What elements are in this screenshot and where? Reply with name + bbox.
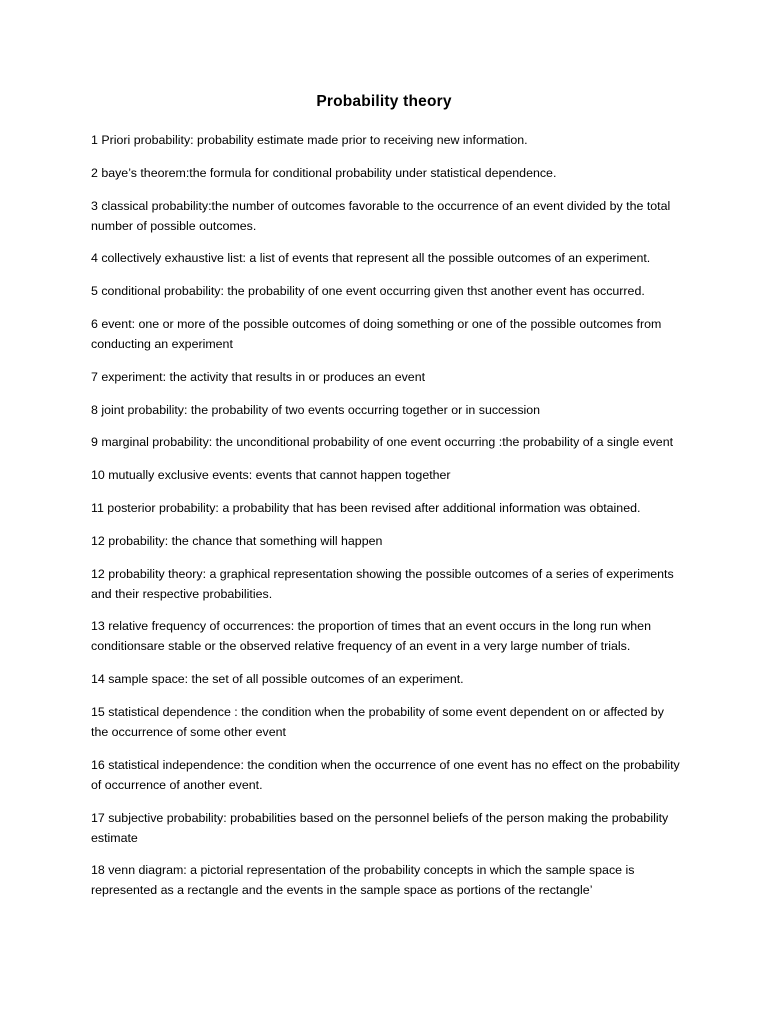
list-item: 18 venn diagram: a pictorial representation of the probability concepts in which the sample space is represented as a rectangle and the events in the sample space as portions of the rectangle’ [91, 863, 635, 898]
list-item: 12 probability: the chance that something will happen [91, 533, 383, 548]
list-item: 10 mutually exclusive events: events that cannot happen together [91, 468, 451, 483]
list-item: 1 Priori probability: probability estimate made prior to receiving new information. [91, 133, 528, 147]
list-item: 4 collectively exhaustive list: a list of events that represent all the possible outcomes of an experiment. [91, 251, 651, 266]
list-item: 17 subjective probability: probabilities based on the personnel beliefs of the person making the probability estimate [91, 810, 669, 845]
list-item: 3 classical probability:the number of outcomes favorable to the occurrence of an event divided by the total number of possible outcomes. [91, 198, 671, 233]
list-item: 6 event: one or more of the possible outcomes of doing something or one of the possible outcomes from conducting an experiment [91, 316, 662, 351]
list-item: 5 conditional probability: the probability of one event occurring given thst another event has occurred. [91, 284, 645, 299]
list-item: 8 joint probability: the probability of two events occurring together or in succession [91, 402, 541, 417]
list-item: 12 probability theory: a graphical representation showing the possible outcomes of a series of experiments and their respective probabilities. [91, 566, 674, 601]
list-item: 11 posterior probability: a probability that has been revised after additional information was obtained. [91, 500, 641, 515]
page-title: Probability theory [316, 93, 452, 110]
list-item: 15 statistical dependence : the condition when the probability of some event dependent on or affected by the occurrence of some other event [91, 704, 664, 739]
definition-list [91, 130, 681, 913]
list-item: 9 marginal probability: the unconditional probability of one event occurring :the probability of a single event [91, 435, 674, 450]
list-item: 16 statistical independence: the condition when the occurrence of one event has no effect on the probability of occurrence of another event. [91, 757, 680, 792]
list-item: 14 sample space: the set of all possible outcomes of an experiment. [91, 672, 464, 687]
list-item: 2 baye’s theorem:the formula for conditional probability under statistical dependence. [91, 165, 557, 180]
list-item: 7 experiment: the activity that results in or produces an event [91, 369, 426, 384]
list-item: 13 relative frequency of occurrences: the proportion of times that an event occurs in the long run when conditionsare stable or the observed relative frequency of an event in a very large number of trials. [91, 619, 651, 654]
